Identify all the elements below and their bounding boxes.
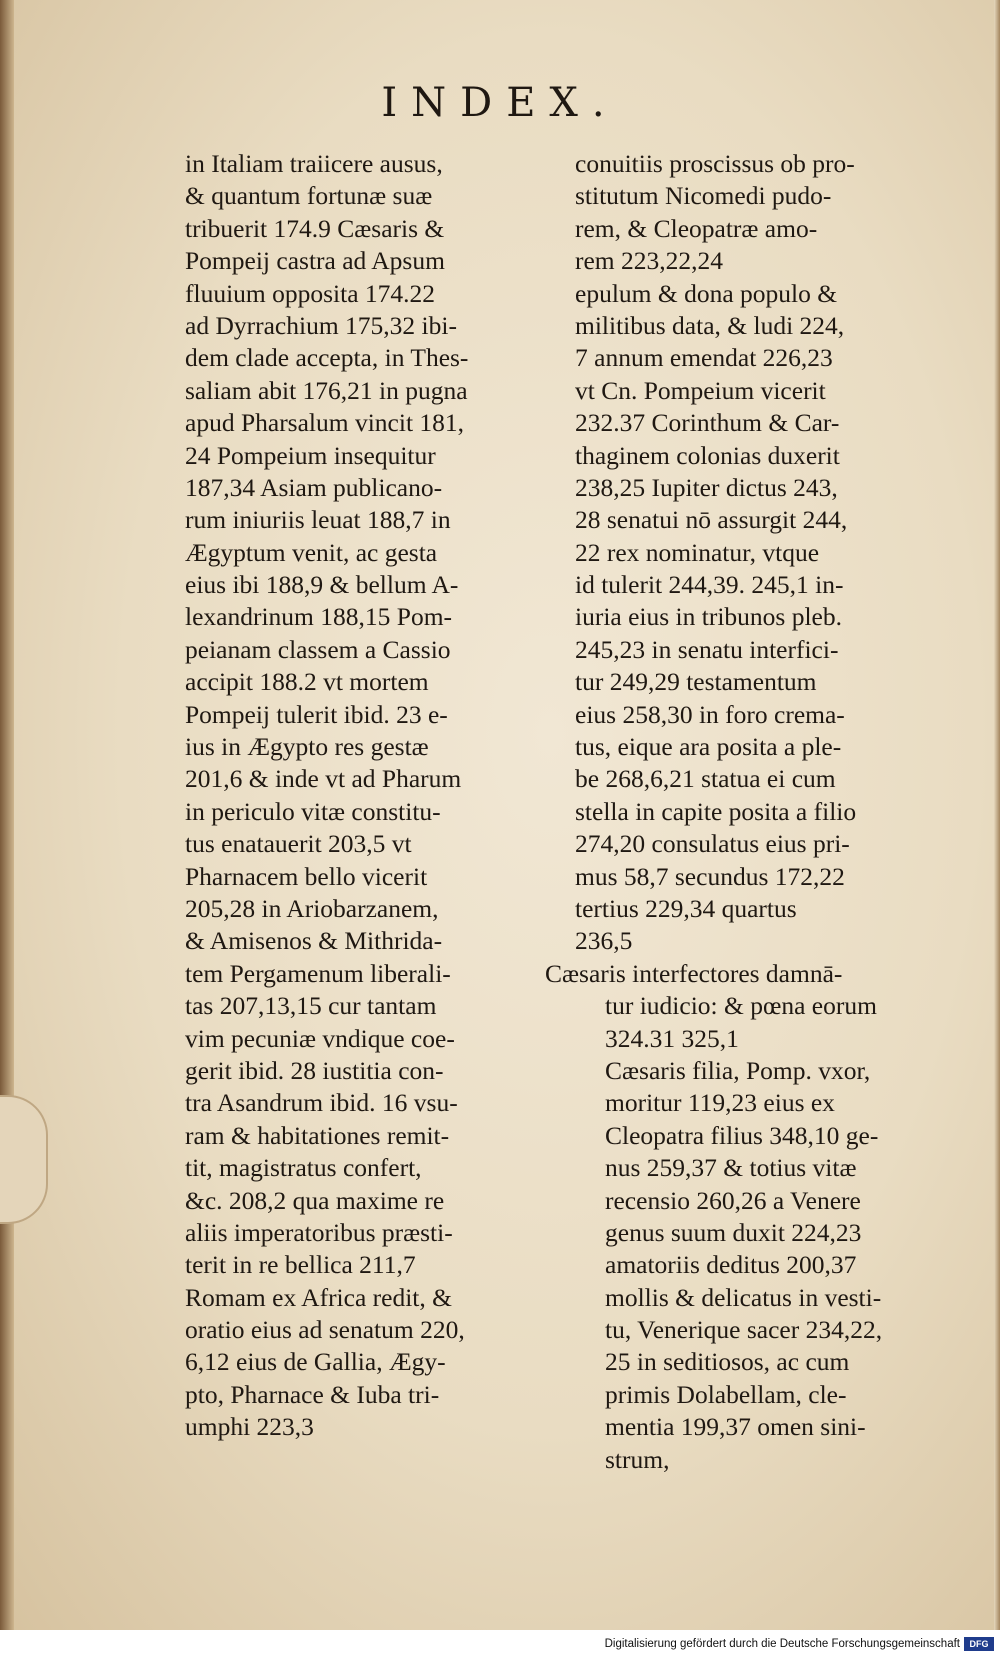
index-line: 7 annum emendat 226,23 [575,343,833,373]
index-line: rem 223,22,24 [575,246,724,276]
index-line: 205,28 in Ariobarzanem, [185,893,439,923]
index-line: tertius 229,34 quartus [575,893,797,923]
index-line: umphi 223,3 [185,1412,314,1442]
index-line: & quantum fortunæ suæ [185,181,433,211]
index-line: terit in re bellica 211,7 [185,1250,416,1280]
dfg-logo: DFG [964,1637,994,1651]
index-line: apud Pharsalum vincit 181, [185,408,465,438]
index-line: Ægyptum venit, ac gesta [185,537,438,567]
index-line: in periculo vitæ constitu- [185,796,441,826]
index-line: ram & habitationes remit- [185,1120,450,1150]
index-line: amatoriis deditus 200,37 [605,1250,857,1280]
index-line: Cæsaris filia, Pomp. vxor, [605,1055,871,1085]
index-line: tem Pergamenum liberali- [185,958,451,988]
index-line: Pompeij castra ad Apsum [185,246,445,276]
index-line: conuitiis proscissus ob pro- [575,149,855,178]
index-line: tas 207,13,15 cur tantam [185,991,437,1021]
index-line: in Italiam traiicere ausus, [185,149,443,178]
left-column [185,148,540,1444]
index-line: peianam classem a Cassio [185,634,451,664]
index-line: &c. 208,2 qua maxime re [185,1185,445,1215]
index-line: primis Dolabellam, cle- [605,1379,847,1409]
index-line: 232.37 Corinthum & Car- [575,408,840,438]
index-line: 187,34 Asiam publicano- [185,472,443,502]
index-line: vt Cn. Pompeium vicerit [575,375,826,405]
footer-bar [0,1630,1000,1658]
index-line: lexandrinum 188,15 Pom- [185,602,453,632]
index-line: 28 senatui nō assurgit 244, [575,505,848,535]
index-line: dem clade accepta, in Thes- [185,343,469,373]
index-line: moritur 119,23 eius ex [605,1088,835,1118]
index-line: pto, Pharnace & Iuba tri- [185,1379,440,1409]
index-line: fluuium opposita 174.22 [185,278,436,308]
index-line: strum, [605,1444,670,1474]
index-line: stella in capite posita a filio [575,796,857,826]
index-line: id tulerit 244,39. 245,1 in- [575,570,844,600]
index-line: mentia 199,37 omen sini- [605,1412,866,1442]
footer-credit: Digitalisierung gefördert durch die Deutsche Forschungsgemeinschaft [604,1638,960,1650]
index-line: vim pecuniæ vndique coe- [185,1023,455,1053]
right-column [545,148,925,1476]
index-line: ius in Ægypto res gestæ [185,732,429,762]
index-line: Cæsaris interfectores damnā- [545,958,843,988]
index-line: 25 in seditiosos, ac cum [605,1347,850,1377]
index-line: 6,12 eius de Gallia, Ægy- [185,1347,446,1377]
index-line: Cleopatra filius 348,10 ge- [605,1120,879,1150]
page-title: INDEX. [381,80,619,126]
index-line: recensio 260,26 a Venere [605,1185,861,1215]
index-line: 274,20 consulatus eius pri- [575,829,850,859]
index-line: Romam ex Africa redit, & [185,1282,452,1312]
index-line: iuria eius in tribunos pleb. [575,602,843,632]
index-line: tit, magistratus confert, [185,1153,422,1183]
index-line: tur 249,29 testamentum [575,667,817,697]
index-line: 24 Pompeium insequitur [185,440,436,470]
index-line: eius 258,30 in foro crema- [575,699,845,729]
index-line: gerit ibid. 28 iustitia con- [185,1055,444,1085]
index-line: tus, eique ara posita a ple- [575,732,842,762]
index-line: ad Dyrrachium 175,32 ibi- [185,310,457,340]
index-line: nus 259,37 & totius vitæ [605,1153,857,1183]
index-line: thaginem colonias duxerit [575,440,840,470]
index-line: Pharnacem bello vicerit [185,861,428,891]
index-line: militibus data, & ludi 224, [575,310,845,340]
index-line: tur iudicio: & pœna eorum [605,991,877,1021]
index-line: tra Asandrum ibid. 16 vsu- [185,1088,458,1118]
index-line: & Amisenos & Mithrida- [185,926,443,956]
index-line: rem, & Cleopatræ amo- [575,213,818,243]
index-line: tu, Venerique sacer 234,22, [605,1315,883,1345]
index-line: mollis & delicatus in vesti- [605,1282,882,1312]
page-tab-notch [0,1095,48,1224]
index-line: be 268,6,21 statua ei cum [575,764,836,794]
index-line: tribuerit 174.9 Cæsaris & [185,213,445,243]
index-line: mus 58,7 secundus 172,22 [575,861,845,891]
index-line: aliis imperatoribus præsti- [185,1217,453,1247]
index-line: eius ibi 188,9 & bellum A- [185,570,459,600]
page-right-edge [994,0,1000,1630]
index-line: tus enatauerit 203,5 vt [185,829,412,859]
index-line: rum iniuriis leuat 188,7 in [185,505,451,535]
index-line: 201,6 & inde vt ad Pharum [185,764,462,794]
index-line: epulum & dona populo & [575,278,838,308]
index-line: saliam abit 176,21 in pugna [185,375,468,405]
index-line: stitutum Nicomedi pudo- [575,181,832,211]
page-binding-edge [0,0,14,1630]
index-line: oratio eius ad senatum 220, [185,1315,465,1345]
index-line: 238,25 Iupiter dictus 243, [575,472,838,502]
index-line: accipit 188.2 vt mortem [185,667,429,697]
index-line: 324.31 325,1 [605,1023,739,1053]
index-line: 236,5 [575,926,633,956]
index-line: Pompeij tulerit ibid. 23 e- [185,699,448,729]
index-line: 22 rex nominatur, vtque [575,537,820,567]
index-line: 245,23 in senatu interfici- [575,634,839,664]
index-line: genus suum duxit 224,23 [605,1217,862,1247]
